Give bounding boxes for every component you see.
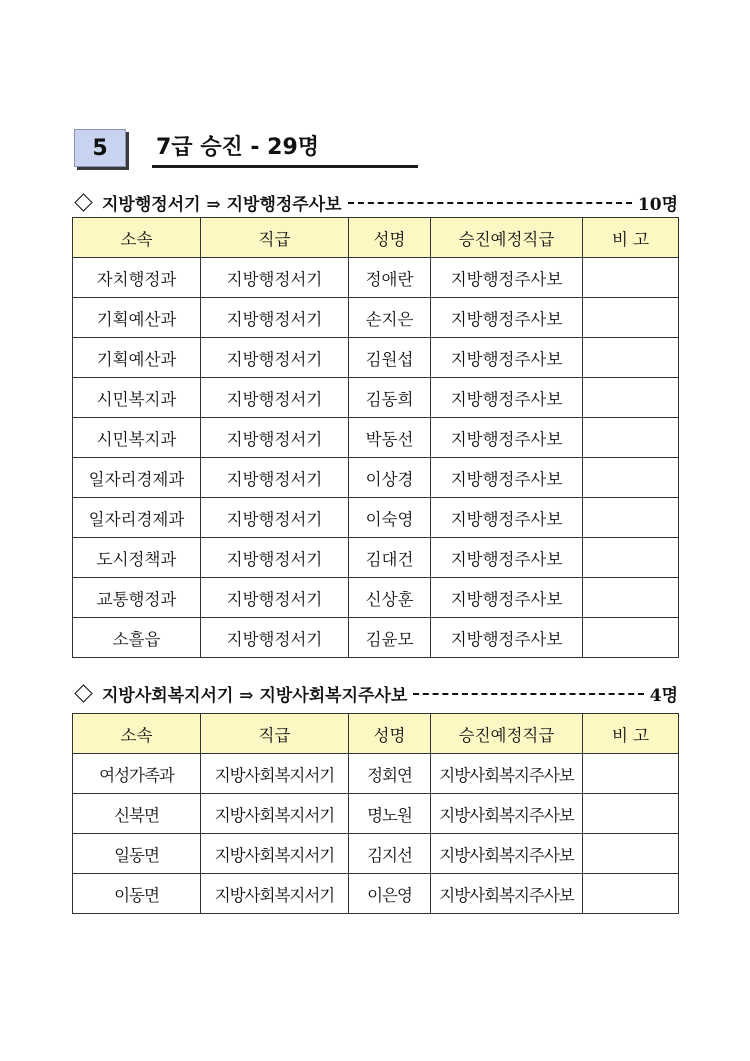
cell-remarks — [583, 754, 679, 794]
cell-department: 일자리경제과 — [73, 458, 201, 498]
cell-target-rank: 지방행정주사보 — [431, 498, 583, 538]
cell-remarks — [583, 874, 679, 914]
subsection-2-label: 지방사회복지서기 ⇒ 지방사회복지주사보 — [102, 685, 408, 706]
cell-department: 시민복지과 — [73, 418, 201, 458]
cell-department: 도시정책과 — [73, 538, 201, 578]
cell-rank: 지방행정서기 — [201, 538, 349, 578]
table-row — [73, 418, 679, 458]
cell-department: 일자리경제과 — [73, 498, 201, 538]
cell-remarks — [583, 834, 679, 874]
cell-name: 김윤모 — [349, 618, 431, 658]
cell-name: 신상훈 — [349, 578, 431, 618]
cell-remarks — [583, 538, 679, 578]
cell-name: 손지은 — [349, 298, 431, 338]
cell-department: 소흘읍 — [73, 618, 201, 658]
cell-target-rank: 지방행정주사보 — [431, 618, 583, 658]
cell-target-rank: 지방행정주사보 — [431, 298, 583, 338]
cell-department: 교통행정과 — [73, 578, 201, 618]
section-heading — [74, 129, 344, 167]
column-header-remarks: 비 고 — [583, 714, 679, 754]
diamond-icon — [74, 193, 92, 211]
cell-department: 기획예산과 — [73, 298, 201, 338]
cell-department: 여성가족과 — [73, 754, 201, 794]
cell-target-rank: 지방행정주사보 — [431, 538, 583, 578]
table-row — [73, 498, 679, 538]
column-header-remarks: 비 고 — [583, 218, 679, 258]
cell-rank: 지방행정서기 — [201, 258, 349, 298]
cell-department: 이동면 — [73, 874, 201, 914]
table-row — [73, 458, 679, 498]
table-row — [73, 618, 679, 658]
table-row — [73, 578, 679, 618]
column-header-rank: 직급 — [201, 714, 349, 754]
cell-target-rank: 지방사회복지주사보 — [431, 874, 583, 914]
table-row — [73, 834, 679, 874]
diamond-icon — [74, 684, 92, 702]
cell-department: 신북면 — [73, 794, 201, 834]
cell-rank: 지방사회복지서기 — [201, 874, 349, 914]
subsection-2-header — [72, 680, 678, 706]
cell-remarks — [583, 794, 679, 834]
cell-name: 명노원 — [349, 794, 431, 834]
cell-rank: 지방행정서기 — [201, 418, 349, 458]
cell-remarks — [583, 578, 679, 618]
cell-rank: 지방행정서기 — [201, 378, 349, 418]
cell-target-rank: 지방행정주사보 — [431, 578, 583, 618]
table-header-row — [73, 218, 679, 258]
cell-department: 시민복지과 — [73, 378, 201, 418]
cell-rank: 지방행정서기 — [201, 618, 349, 658]
cell-rank: 지방사회복지서기 — [201, 754, 349, 794]
cell-rank: 지방사회복지서기 — [201, 794, 349, 834]
cell-department: 자치행정과 — [73, 258, 201, 298]
table-row — [73, 794, 679, 834]
subsection-1-label: 지방행정서기 ⇒ 지방행정주사보 — [102, 194, 342, 215]
cell-name: 박동선 — [349, 418, 431, 458]
table-row — [73, 258, 679, 298]
column-header-department: 소속 — [73, 218, 201, 258]
cell-name: 김원섭 — [349, 338, 431, 378]
cell-name: 김동희 — [349, 378, 431, 418]
cell-target-rank: 지방사회복지주사보 — [431, 754, 583, 794]
cell-target-rank: 지방행정주사보 — [431, 378, 583, 418]
cell-rank: 지방행정서기 — [201, 498, 349, 538]
section-number-box: 5 — [74, 129, 126, 167]
column-header-target-rank: 승진예정직급 — [431, 218, 583, 258]
cell-target-rank: 지방행정주사보 — [431, 458, 583, 498]
cell-remarks — [583, 338, 679, 378]
dashed-leader — [348, 202, 632, 204]
cell-target-rank: 지방사회복지주사보 — [431, 794, 583, 834]
cell-department: 기획예산과 — [73, 338, 201, 378]
cell-remarks — [583, 258, 679, 298]
cell-name: 정애란 — [349, 258, 431, 298]
table-row — [73, 874, 679, 914]
cell-remarks — [583, 618, 679, 658]
cell-rank: 지방행정서기 — [201, 578, 349, 618]
cell-remarks — [583, 498, 679, 538]
cell-name: 김지선 — [349, 834, 431, 874]
cell-target-rank: 지방사회복지주사보 — [431, 834, 583, 874]
section-title: 7급 승진 - 29명 — [156, 135, 320, 160]
cell-name: 이은영 — [349, 874, 431, 914]
column-header-name: 성명 — [349, 714, 431, 754]
cell-target-rank: 지방행정주사보 — [431, 338, 583, 378]
table-row — [73, 754, 679, 794]
table-row — [73, 378, 679, 418]
cell-rank: 지방행정서기 — [201, 458, 349, 498]
promotion-table-2 — [72, 713, 679, 914]
cell-remarks — [583, 378, 679, 418]
cell-remarks — [583, 418, 679, 458]
cell-name: 정회연 — [349, 754, 431, 794]
column-header-target-rank: 승진예정직급 — [431, 714, 583, 754]
cell-target-rank: 지방행정주사보 — [431, 418, 583, 458]
cell-department: 일동면 — [73, 834, 201, 874]
table-header-row — [73, 714, 679, 754]
cell-rank: 지방사회복지서기 — [201, 834, 349, 874]
subsection-1-header — [72, 189, 678, 215]
cell-name: 이숙영 — [349, 498, 431, 538]
cell-rank: 지방행정서기 — [201, 338, 349, 378]
table-row — [73, 298, 679, 338]
title-underline — [152, 165, 418, 168]
subsection-1-count: 10명 — [637, 194, 678, 215]
cell-remarks — [583, 298, 679, 338]
cell-name: 김대건 — [349, 538, 431, 578]
column-header-department: 소속 — [73, 714, 201, 754]
column-header-rank: 직급 — [201, 218, 349, 258]
cell-name: 이상경 — [349, 458, 431, 498]
table-row — [73, 538, 679, 578]
subsection-2-count: 4명 — [649, 685, 678, 706]
promotion-table-1 — [72, 217, 679, 658]
cell-remarks — [583, 458, 679, 498]
cell-rank: 지방행정서기 — [201, 298, 349, 338]
dashed-leader — [413, 693, 643, 695]
cell-target-rank: 지방행정주사보 — [431, 258, 583, 298]
column-header-name: 성명 — [349, 218, 431, 258]
table-row — [73, 338, 679, 378]
